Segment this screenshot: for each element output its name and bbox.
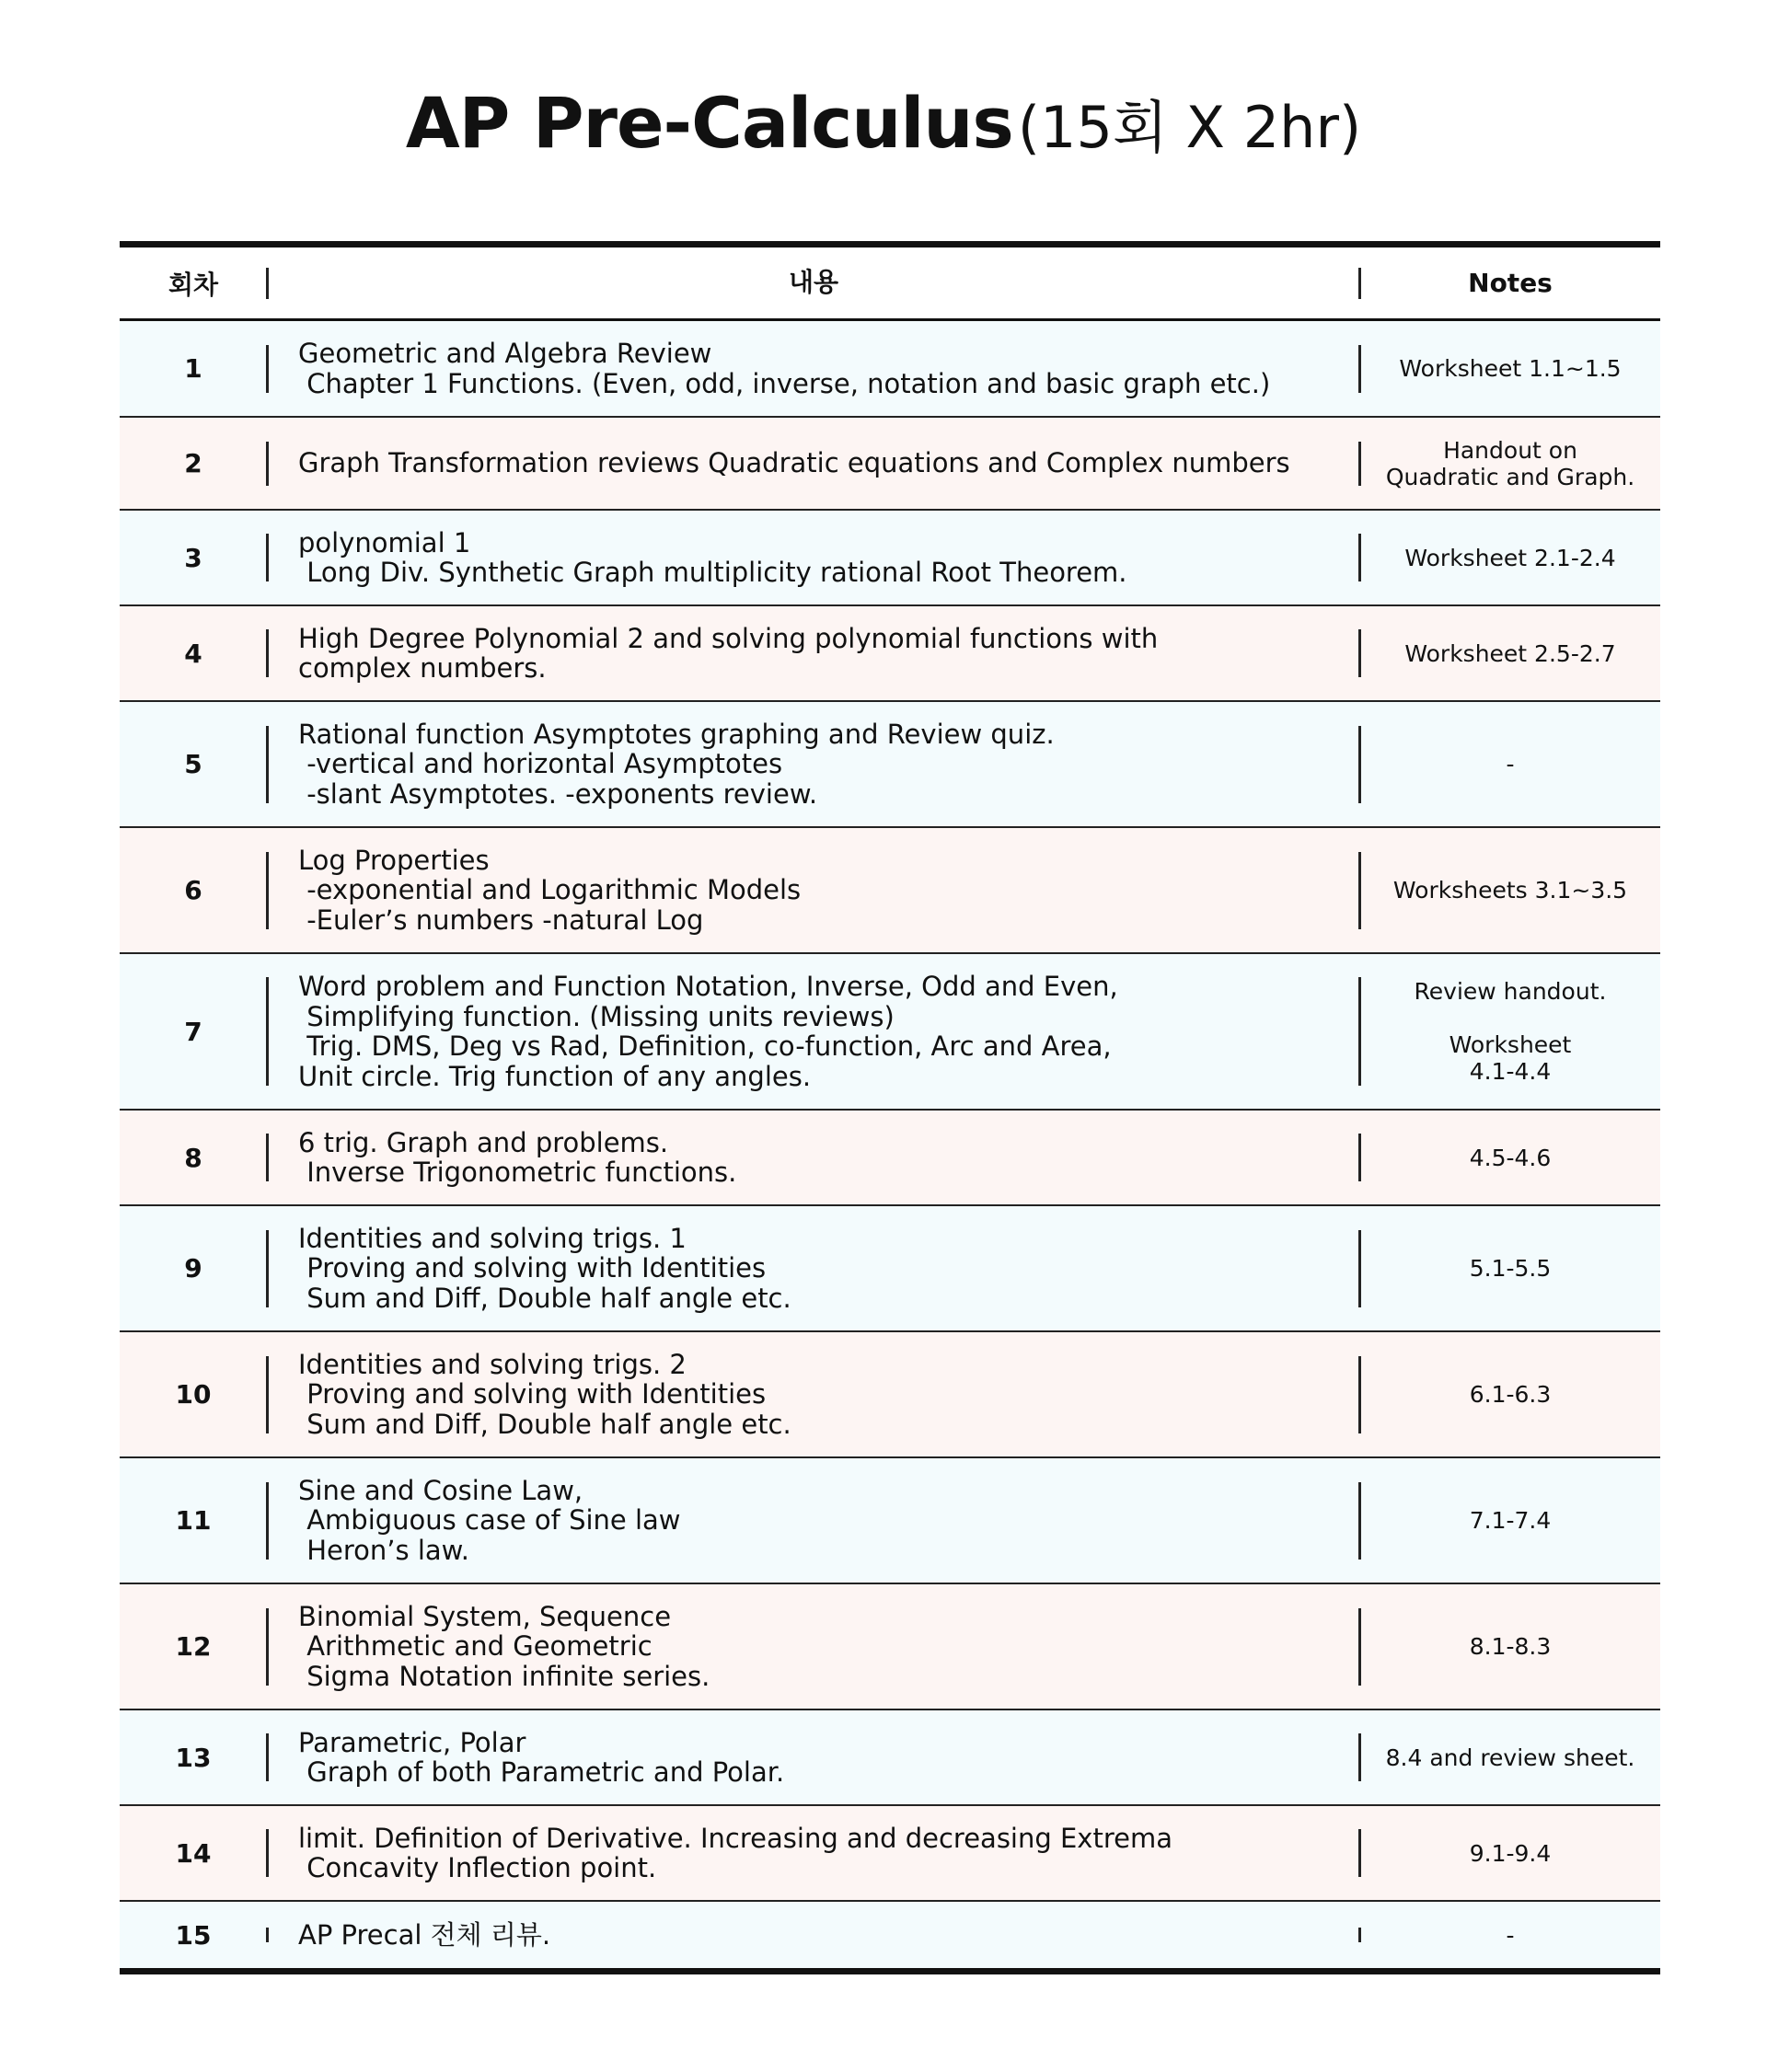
session-notes [1360,751,1660,777]
content-line: Concavity Inflection point. [298,1852,657,1883]
content-line: Identities and solving trigs. 2 [298,1348,687,1380]
table-row [120,1458,1660,1584]
session-number: 15 [175,1919,212,1951]
session-notes [1360,1840,1660,1867]
session-number: 3 [184,542,202,573]
schedule-table [120,241,1660,1974]
content-line: Sum and Diff, Double half angle etc. [298,1282,791,1314]
title-sub: (15회 X 2hr) [1017,94,1362,161]
column-divider [1358,726,1361,803]
session-number: 14 [175,1837,212,1869]
column-divider [1358,1733,1361,1781]
content-line: Sine and Cosine Law, [298,1474,583,1506]
column-divider [266,629,269,677]
content-line: Rational function Asymptotes graphing and Review quiz. [298,718,1055,750]
session-notes [1360,1381,1660,1408]
notes-line: 7.1-7.4 [1469,1507,1552,1534]
content-line: 6 trig. Graph and problems. [298,1126,669,1158]
table-row [120,606,1660,702]
session-content [267,1920,1360,1951]
content-line: Graph Transformation reviews Quadratic equations and Complex numbers [298,447,1290,479]
notes-line: 9.1-9.4 [1469,1839,1552,1867]
column-divider [1358,1134,1361,1181]
notes-line: 4.1-4.4 [1469,1058,1552,1085]
notes-line: Worksheet 2.1-2.4 [1404,544,1616,571]
column-divider [266,345,269,393]
session-number: 9 [184,1253,202,1283]
session-content [267,1476,1360,1566]
table-row [120,702,1660,828]
content-line: Sum and Diff, Double half angle etc. [298,1408,791,1440]
title-main: AP Pre-Calculus [405,82,1013,164]
column-divider [266,977,269,1086]
column-divider [266,1134,269,1181]
notes-line: Worksheets 3.1~3.5 [1392,877,1628,904]
content-line: Sigma Notation infinite series. [298,1660,710,1692]
notes-line: 8.4 and review sheet. [1385,1744,1635,1771]
content-line: -vertical and horizontal Asymptotes [298,748,783,780]
notes-line: Review handout. [1414,978,1607,1005]
column-divider [1358,1928,1361,1942]
content-line: Arithmetic and Geometric [298,1630,653,1663]
content-line: Heron’s law. [298,1534,469,1566]
column-divider [1358,852,1361,929]
session-number: 11 [175,1505,212,1536]
column-divider [266,1829,269,1877]
column-divider [1358,442,1361,486]
session-number: 1 [184,353,202,384]
table-row [120,954,1660,1111]
notes-line: - [1506,751,1515,777]
session-notes [1360,355,1660,382]
column-divider [1358,629,1361,677]
session-number: 8 [184,1142,202,1173]
session-notes [1360,640,1660,667]
content-line: limit. Definition of Derivative. Increasing and decreasing Extrema [298,1822,1172,1854]
content-line: Identities and solving trigs. 1 [298,1222,687,1254]
column-divider [266,726,269,803]
session-content [267,972,1360,1091]
session-content [267,1128,1360,1188]
table-row [120,1111,1660,1206]
session-number: 7 [184,1016,202,1047]
header-no: 회차 [167,269,219,300]
notes-line: Worksheet 1.1~1.5 [1399,355,1622,382]
content-line: Inverse Trigonometric functions. [298,1157,737,1188]
column-divider [266,1482,269,1560]
column-divider [266,534,269,581]
content-line: complex numbers. [298,652,547,684]
content-line: Ambiguous case of Sine law [298,1504,681,1537]
content-line: Log Properties [298,844,490,876]
content-line: Chapter 1 Functions. (Even, odd, inverse, notation and basic graph etc.) [298,367,1271,399]
notes-line [1360,1005,1660,1031]
session-notes [1360,1633,1660,1660]
notes-line: 4.5-4.6 [1469,1144,1552,1171]
table-row [120,418,1660,511]
session-content [267,1824,1360,1883]
content-line: Simplifying function. (Missing units reviews) [298,1000,895,1032]
notes-line: 6.1-6.3 [1469,1381,1552,1408]
notes-line: 8.1-8.3 [1469,1633,1552,1660]
column-divider [1358,1356,1361,1433]
session-number: 4 [184,638,202,669]
session-content [267,1224,1360,1314]
content-line: Parametric, Polar [298,1726,526,1758]
content-line: Trig. DMS, Deg vs Rad, Definition, co-function, Arc and Area, [298,1030,1112,1062]
content-line: Binomial System, Sequence [298,1600,672,1632]
session-content [267,624,1360,684]
page-title [0,77,1767,189]
header-content: 내용 [788,267,839,298]
column-divider [1358,534,1361,581]
content-line: Proving and solving with Identities [298,1252,767,1284]
table-row [120,828,1660,954]
column-divider [1358,1230,1361,1307]
session-number: 5 [184,749,202,779]
session-notes [1360,877,1660,904]
session-notes [1360,1255,1660,1282]
column-divider [266,1230,269,1307]
content-line: High Degree Polynomial 2 and solving polynomial functions with [298,622,1159,654]
table-row [120,1584,1660,1710]
column-divider [266,268,269,299]
content-line: -Euler’s numbers -natural Log [298,904,704,936]
column-divider [266,1608,269,1686]
content-line: Proving and solving with Identities [298,1378,767,1410]
session-content [267,1602,1360,1692]
column-divider [1358,1608,1361,1686]
session-content [267,719,1360,810]
notes-line: Worksheet [1449,1031,1572,1058]
session-number: 6 [184,875,202,905]
notes-line: 5.1-5.5 [1469,1255,1552,1282]
content-line: Unit circle. Trig function of any angles. [298,1060,812,1092]
session-number: 10 [175,1379,212,1410]
content-line: Graph of both Parametric and Polar. [298,1756,785,1788]
session-number: 2 [184,448,202,478]
column-divider [266,1928,269,1942]
session-notes [1360,437,1660,490]
column-divider [1358,345,1361,393]
table-row [120,1902,1660,1968]
session-notes [1360,1744,1660,1771]
column-divider [266,852,269,929]
table-row [120,1332,1660,1458]
notes-line: - [1506,1921,1515,1949]
column-divider [1358,268,1361,299]
session-notes [1360,1507,1660,1534]
content-line: Geometric and Algebra Review [298,338,712,369]
column-divider [1358,1829,1361,1877]
session-content [267,1350,1360,1440]
table-row [120,1710,1660,1806]
session-content [267,1728,1360,1788]
session-number: 12 [175,1631,212,1662]
column-divider [266,1733,269,1781]
table-header [120,247,1660,321]
table-row [120,321,1660,418]
content-line: Long Div. Synthetic Graph multiplicity rational Root Theorem. [298,557,1127,588]
session-number: 13 [175,1742,212,1773]
session-content [267,528,1360,588]
session-notes [1360,1145,1660,1171]
session-notes [1360,978,1660,1085]
notes-line: Worksheet 2.5-2.7 [1404,639,1616,667]
column-divider [1358,977,1361,1086]
content-line: AP Precal 전체 리뷰. [298,1918,551,1951]
column-divider [266,1356,269,1433]
table-row [120,1806,1660,1902]
content-line: -slant Asymptotes. -exponents review. [298,777,818,810]
notes-line: Handout on [1443,436,1577,464]
table-row [120,1206,1660,1332]
content-line: polynomial 1 [298,526,471,558]
content-line: Word problem and Function Notation, Inverse, Odd and Even, [298,971,1118,1002]
session-content [267,448,1360,478]
session-notes [1360,545,1660,571]
notes-line: Quadratic and Graph. [1385,463,1635,490]
session-content [267,846,1360,936]
column-divider [266,442,269,486]
content-line: -exponential and Logarithmic Models [298,874,802,906]
column-divider [1358,1482,1361,1560]
session-content [267,339,1360,398]
session-notes [1360,1922,1660,1949]
header-notes: Notes [1468,268,1553,298]
table-row [120,511,1660,606]
